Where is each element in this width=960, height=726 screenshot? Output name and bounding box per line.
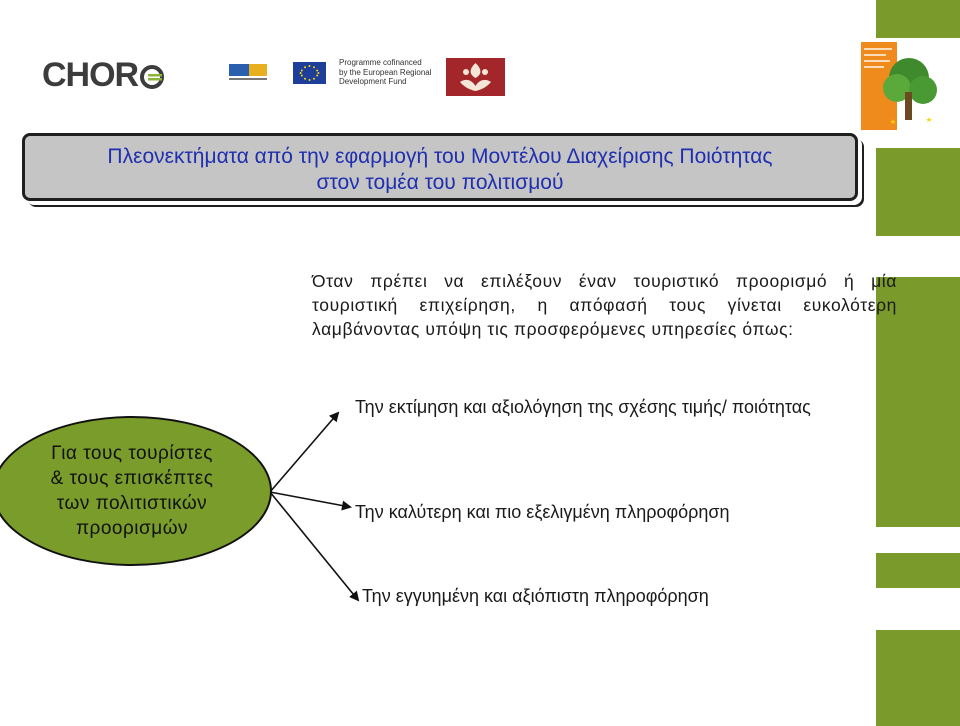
tree-organization-logo bbox=[861, 42, 941, 130]
eu-flag-logo bbox=[293, 62, 326, 84]
target-group-line: προορισμών bbox=[75, 518, 189, 539]
target-group-ellipse bbox=[0, 416, 272, 566]
arrow-to-benefit-3 bbox=[270, 492, 358, 600]
decor-stripe bbox=[876, 148, 960, 236]
ornament-seal-logo bbox=[446, 58, 505, 96]
target-group-line: & τους επισκέπτες bbox=[50, 468, 214, 489]
page-title-line-1: Πλεονεκτήματα από την εφαρμογή του Μοντέλου Διαχείρισης Ποιότητας bbox=[107, 145, 773, 168]
benefit-item-better-information: Την καλύτερη και πιο εξελιγμένη πληροφόρηση bbox=[355, 502, 730, 522]
arrow-to-benefit-2 bbox=[270, 492, 350, 507]
med-programme-logo bbox=[227, 62, 269, 84]
programme-cofinanced-text: Programme cofinanced by the European Regional Development Fund bbox=[339, 58, 432, 86]
decor-stripe bbox=[876, 553, 960, 588]
arrow-to-benefit-1 bbox=[270, 413, 338, 492]
benefit-item-price-quality: Την εκτίμηση και αξιολόγηση της σχέσης τιμής/ ποιότητας bbox=[355, 397, 811, 417]
page-title-line-2: στον τομέα του πολιτισμού bbox=[316, 171, 564, 194]
target-group-line: των πολιτιστικών bbox=[56, 493, 208, 514]
benefit-item-reliable-information: Την εγγυημένη και αξιόπιστη πληροφόρηση bbox=[362, 586, 709, 606]
page-title-box bbox=[22, 133, 858, 201]
decor-stripe bbox=[876, 0, 960, 38]
target-group-line: Για τους τουρίστες bbox=[51, 443, 213, 464]
intro-paragraph: Όταν πρέπει να επιλέξουν έναν τουριστικό προορισμό ή μία τουριστική επιχείρηση, η απόφασή τους γίνεται ευκολότερη λαμβάνοντας υπόψη τις προσφερόμενες υπηρεσίες όπως: bbox=[312, 271, 897, 339]
chord-logo: CHOR bbox=[42, 55, 165, 95]
decor-stripe bbox=[876, 630, 960, 726]
